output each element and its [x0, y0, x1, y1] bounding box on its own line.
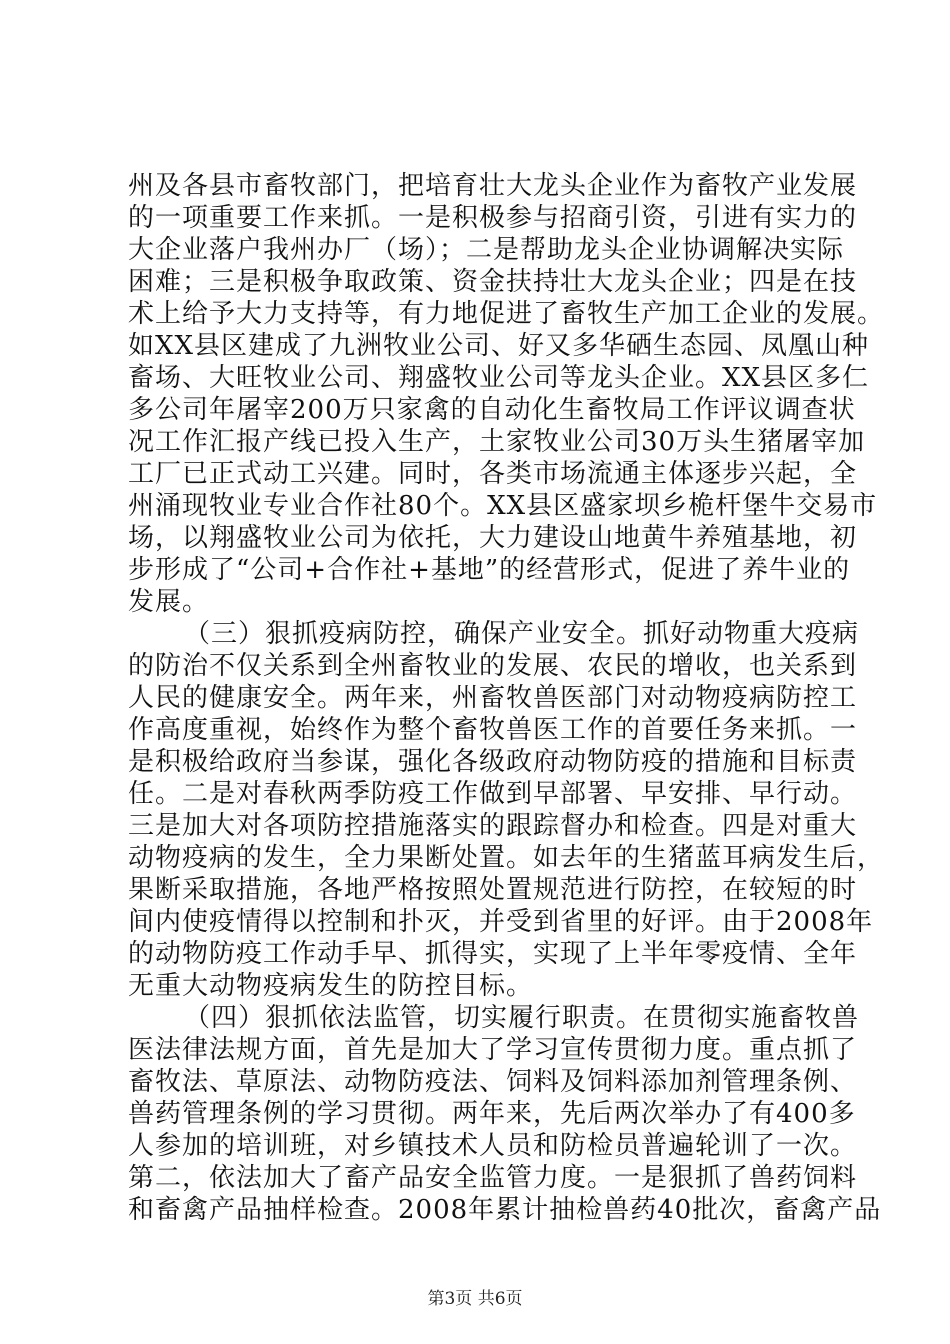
text-line: 发展。	[128, 587, 210, 617]
document-body	[128, 170, 885, 1226]
text-line: 间内使疫情得以控制和扑灭，并受到省里的好评。由于2008年	[128, 907, 874, 937]
text-line: 多公司年屠宰200万只家禽的自动化生畜牧局工作评议调查状	[128, 395, 856, 425]
text-line: 的动物防疫工作动手早、抓得实，实现了上半年零疫情、全年	[128, 939, 858, 969]
text-line: 动物疫病的发生，全力果断处置。如去年的生猪蓝耳病发生后，	[128, 843, 885, 873]
text-line: 术上给予大力支持等，有力地促进了畜牧生产加工企业的发展。	[128, 299, 885, 329]
section-heading-line: （四）狠抓依法监管，切实履行职责。在贯彻实施畜牧兽	[184, 1003, 860, 1033]
page-number-footer: 第3页 共6页	[427, 1289, 523, 1309]
text-line: 的一项重要工作来抓。一是积极参与招商引资，引进有实力的	[128, 203, 858, 233]
text-line: 医法律法规方面，首先是加大了学习宣传贯彻力度。重点抓了	[128, 1035, 858, 1065]
text-line: 第二，依法加大了畜产品安全监管力度。一是狠抓了兽药饲料	[128, 1163, 858, 1193]
text-line: 工厂已正式动工兴建。同时，各类市场流通主体逐步兴起，全	[128, 459, 858, 489]
text-line: 兽药管理条例的学习贯彻。两年来，先后两次举办了有400多	[128, 1099, 856, 1129]
text-line: 无重大动物疫病发生的防控目标。	[128, 971, 534, 1001]
text-line: 畜牧法、草原法、动物防疫法、饲料及饲料添加剂管理条例、	[128, 1067, 858, 1097]
text-line: 州涌现牧业专业合作社80个。XX县区盛家坝乡桅杆堡牛交易市	[128, 491, 878, 521]
text-line: 任。二是对春秋两季防疫工作做到早部署、早安排、早行动。	[128, 779, 858, 809]
text-line: 是积极给政府当参谋，强化各级政府动物防疫的措施和目标责	[128, 747, 858, 777]
text-line: 如XX县区建成了九洲牧业公司、好又多华硒生态园、凤凰山种	[128, 331, 870, 361]
text-line: 州及各县市畜牧部门，把培育壮大龙头企业作为畜牧产业发展	[128, 171, 858, 201]
text-line: 大企业落户我州办厂（场）；二是帮助龙头企业协调解决实际	[128, 235, 845, 265]
text-line: 场，以翔盛牧业公司为依托，大力建设山地黄牛养殖基地，初	[128, 523, 858, 553]
text-line: 畜场、大旺牧业公司、翔盛牧业公司等龙头企业。XX县区多仁	[128, 363, 870, 393]
text-line: 困难；三是积极争取政策、资金扶持壮大龙头企业；四是在技	[128, 267, 858, 297]
text-line: 况工作汇报产线已投入生产，土家牧业公司30万头生猪屠宰加	[128, 427, 866, 457]
text-line: 人民的健康安全。两年来，州畜牧兽医部门对动物疫病防控工	[128, 683, 858, 713]
text-line: 作高度重视，始终作为整个畜牧兽医工作的首要任务来抓。一	[128, 715, 858, 745]
text-line: 步形成了“公司+合作社+基地”的经营形式，促进了养牛业的	[128, 555, 851, 585]
text-line: 的防治不仅关系到全州畜牧业的发展、农民的增收，也关系到	[128, 651, 858, 681]
section-heading-line: （三）狠抓疫病防控，确保产业安全。抓好动物重大疫病	[184, 619, 860, 649]
text-line: 和畜禽产品抽样检查。2008年累计抽检兽药40批次，畜禽产品	[128, 1195, 882, 1225]
text-line: 人参加的培训班，对乡镇技术人员和防检员普遍轮训了一次。	[128, 1131, 858, 1161]
text-line: 果断采取措施，各地严格按照处置规范进行防控，在较短的时	[128, 875, 858, 905]
text-line: 三是加大对各项防控措施落实的跟踪督办和检查。四是对重大	[128, 811, 858, 841]
